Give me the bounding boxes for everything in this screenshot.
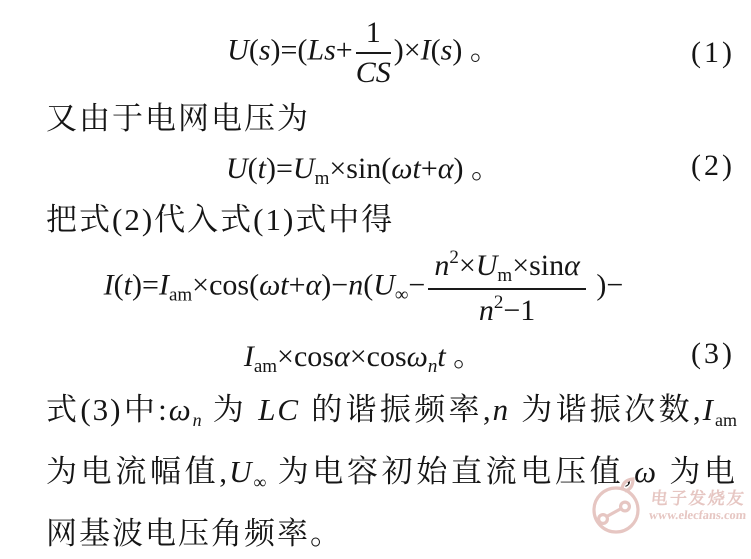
watermark-title: 电子发烧友 (649, 489, 747, 508)
equation-2-row (46, 142, 737, 190)
equation-2-number: (2) (691, 149, 735, 182)
watermark-url: www.elecfans.com (648, 508, 747, 522)
equation-3-formula-line1: $I(t)=I_{am}\times\cos(\omega t+\alpha)-n(U_\infty-$ $\frac{n^2\times U_m\times\sin\alpha}{n^2-1}$ )− (103, 246, 624, 327)
text-line-grid-voltage: 又由于电网电压为 (46, 101, 310, 136)
equation-3-row-1 (46, 244, 737, 330)
equation-2-formula: $U(t)=U_m\times\sin(\omega t+\alpha)$ 。 (225, 151, 501, 189)
equation-3-row-2 (46, 330, 737, 378)
text-line-substitute: 把式(2)代入式(1)式中得 (46, 202, 395, 237)
equation-1-number: (1) (691, 36, 735, 69)
equation-1-row (46, 10, 737, 96)
equation-3-number: (3) (691, 337, 735, 370)
equation-3-formula-line2: $I_{am}\times\cos\alpha\times\cos\omega_nt$ 。 (243, 339, 484, 377)
equation-1-formula: U(s)=(Ls+ $\frac{1}{CS}$ )×I(s) 。 (227, 16, 500, 89)
explanation-paragraph: 式(3)中:ωn 为 LC 的谐振频率,n 为谐振次数,Iam为电流幅值,U∞ 为电容初始直流电压值,ω 为电网基波电压角频率。 (46, 392, 738, 551)
